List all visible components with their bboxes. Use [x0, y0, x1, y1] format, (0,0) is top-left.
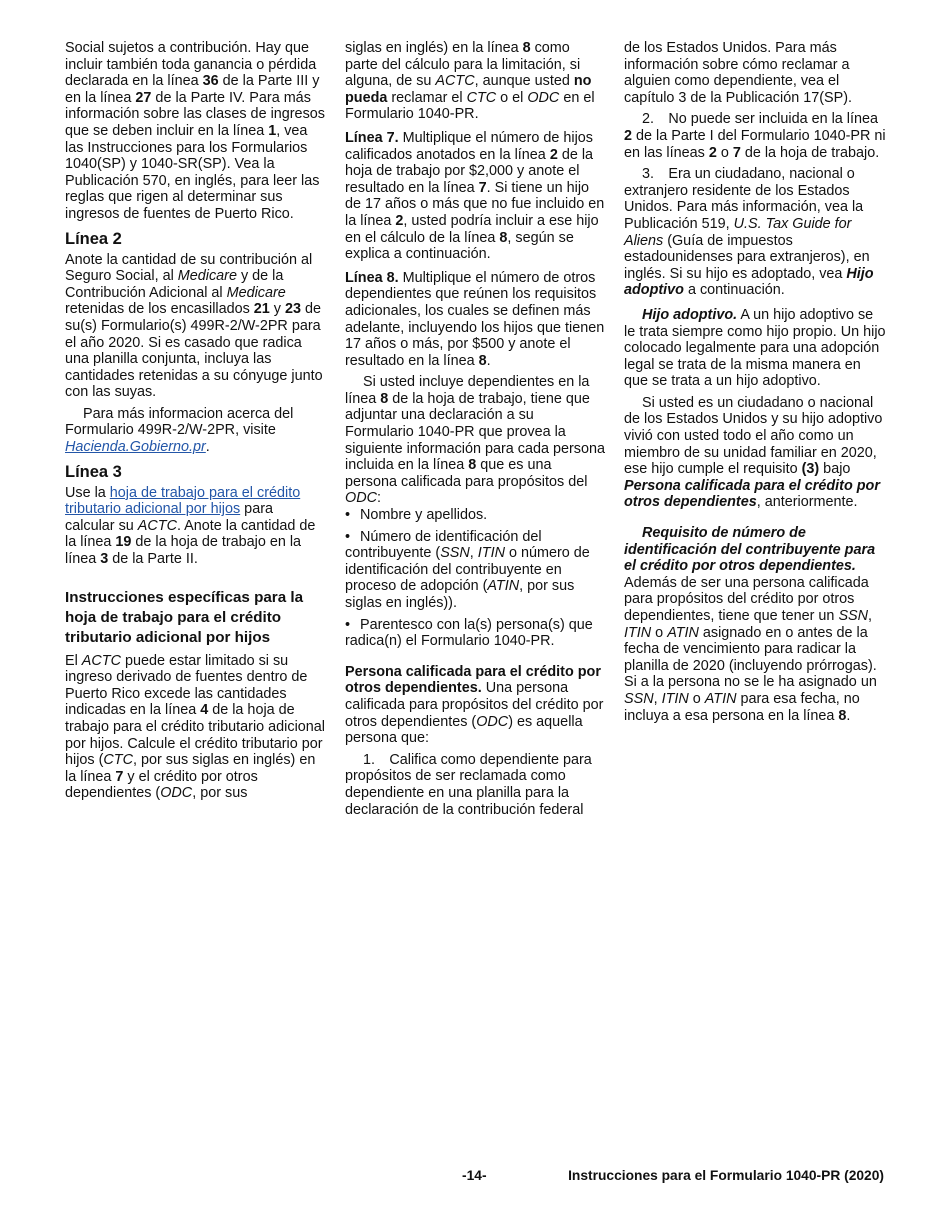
qualifying-person-paragraph: Persona calificada para el crédito por otros dependientes. Una persona calificada para propósitos del crédito por otros dependientes (ODC) es aquella persona que:	[345, 663, 604, 747]
specific-instructions-paragraph: El ACTC puede estar limitado si su ingreso derivado de fuentes dentro de Puerto Rico excede las cantidades indicadas en la línea 4 de la hoja de trabajo para el crédito tributario adicional por hijos. Calcule el crédito tributario por hijos (CTC, por sus siglas en inglés) en la línea 7 y el crédito por otros dependientes (ODC, por sus	[65, 652, 325, 802]
bullet-icon: •	[345, 528, 351, 545]
linea-8-paragraph: Línea 8. Multiplique el número de otros dependientes que reúnen los requisitos adicionales, los cuales se definen más adelante, incluyendo los hijos que tienen 17 años o más, por $500 y anote el resultado en la línea 8.	[345, 269, 605, 369]
col1-continued-paragraph: Social sujetos a contribución. Hay que incluir también toda ganancia o pérdida declarada en la línea 36 de la Parte III y en la línea 27 de la Parte IV. Para más información sobre las clases de ingresos que se deben incluir en la línea 1, vea las Instrucciones para los Formularios 1040(SP) y 1040-SR(SP). Vea la Publicación 570, en inglés, para leer las reglas que rigen al determinar sus ingresos de fuentes de Puerto Rico.	[65, 40, 325, 222]
tin-requirement-paragraph: Además de ser una persona calificada para propósitos del crédito por otros dependientes, tiene que tener un SSN, ITIN o ATIN asignado en o antes de la fecha de vencimiento para radicar la planilla de 2020 (incluyendo prórrogas). Si a la persona no se le ha asignado un SSN, ITIN o ATIN para esa fecha, no incluya a esa persona en la línea 8.	[624, 574, 877, 724]
linea-2-paragraph: Anote la cantidad de su contribución al Seguro Social, al Medicare y de la Contribución Adicional al Medicare retenidas de los encasillados 21 y 23 de su(s) Formulario(s) 499R-2/W-2PR para el año 2020. Si es casado que radica una planilla conjunta, incluya las cantidades retenidas a su cónyuge junto con las suyas.	[65, 251, 323, 401]
bullet-item-tin: • Número de identificación del contribuyente (SSN, ITIN o número de identificación del contribuyente en proceso de adopción (ATIN, por sus siglas en inglés)).	[345, 528, 590, 611]
citizen-adopted-paragraph: Si usted es un ciudadano o nacional de los Estados Unidos y su hijo adoptivo vivió con usted todo el año como un miembro de su unidad familiar en 2020, ese hijo cumple el requisito (3) bajo Persona calificada para el crédito por otros dependientes, anteriormente.	[624, 394, 883, 511]
bullet-item-name: • Nombre y apellidos.	[345, 507, 488, 524]
tin-requirement-heading: Requisito de número de identificación del contribuyente para el crédito por otros dependientes.	[624, 525, 876, 575]
col3-continued-paragraph: de los Estados Unidos. Para más información sobre cómo reclamar a alguien como dependiente, vea el capítulo 3 de la Publicación 17(SP).	[624, 40, 852, 106]
bullet-icon: •	[345, 616, 351, 633]
linea-3-heading: Línea 3	[65, 462, 122, 481]
worksheet-link[interactable]: hoja de trabajo para el crédito tributario adicional por hijos	[65, 484, 301, 518]
specific-instructions-heading: Instrucciones específicas para la hoja de trabajo para el crédito tributario adicional por hijos	[65, 588, 304, 646]
requirement-2-item: 2. No puede ser incluida en la línea 2 de la Parte I del Formulario 1040-PR ni en las líneas 2 o 7 de la hoja de trabajo.	[624, 111, 886, 161]
col2-continued-paragraph: siglas en inglés) en la línea 8 como parte del cálculo para la limitación, si alguna, de su ACTC, aunque usted no pueda reclamar el CTC o el ODC en el Formulario 1040-PR.	[345, 40, 595, 123]
column-2	[345, 40, 605, 823]
document-title: Instrucciones para el Formulario 1040-PR (2020)	[568, 1168, 884, 1183]
page-number: -14-	[462, 1168, 487, 1183]
requirement-1-item: 1. Califica como dependiente para propósitos de ser reclamada como dependiente en una planilla para la declaración de la contribución federal	[345, 751, 592, 818]
linea-3-paragraph: Use la hoja de trabajo para el crédito tributario adicional por hijos para calcular su ACTC. Anote la cantidad de la línea 19 de la hoja de trabajo en la línea 3 de la Parte II.	[65, 484, 316, 568]
linea-2-visit-paragraph: Para más informacion acerca del Formulario 499R-2/W-2PR, visite Hacienda.Gobierno.pr.	[65, 405, 294, 456]
page-footer	[0, 1168, 950, 1188]
bullet-icon: •	[345, 507, 351, 524]
adopted-child-paragraph: Hijo adoptivo. A un hijo adoptivo se le trata siempre como hijo propio. Un hijo colocado legalmente para una adopción legal se trata de la misma manera en que se trata a un hijo adoptivo.	[624, 306, 886, 390]
linea-7-paragraph: Línea 7. Multiplique el número de hijos calificados anotados en la línea 2 de la hoja de trabajo por $2,000 y anote el resultado en la línea 7. Si tiene un hijo de 17 años o más que no fue incluido en la línea 2, usted podría incluir a ese hijo en el cálculo de la línea 8, según se explica a continuación.	[345, 129, 605, 263]
bullet-item-relationship: • Parentesco con la(s) persona(s) que radica(n) el Formulario 1040-PR.	[345, 616, 593, 650]
requirement-3-item: 3. Era un ciudadano, nacional o extranjero residente de los Estados Unidos. Para más información, vea la Publicación 519, U.S. Tax Guide for Aliens (Guía de impuestos estadounidenses para extranjeros), en inglés. Si su hijo es adoptado, vea Hijo adoptivo a continuación.	[624, 166, 874, 299]
column-1	[65, 40, 325, 807]
hacienda-link[interactable]: Hacienda.Gobierno.pr	[65, 439, 206, 456]
column-3	[624, 40, 886, 729]
linea-2-heading: Línea 2	[65, 229, 122, 248]
dependents-statement-paragraph: Si usted incluye dependientes en la línea 8 de la hoja de trabajo, tiene que adjuntar una declaración a su Formulario 1040-PR que provea la siguiente información para cada persona incluida en la línea 8 que es una persona calificada para propósitos del ODC:	[345, 374, 605, 507]
